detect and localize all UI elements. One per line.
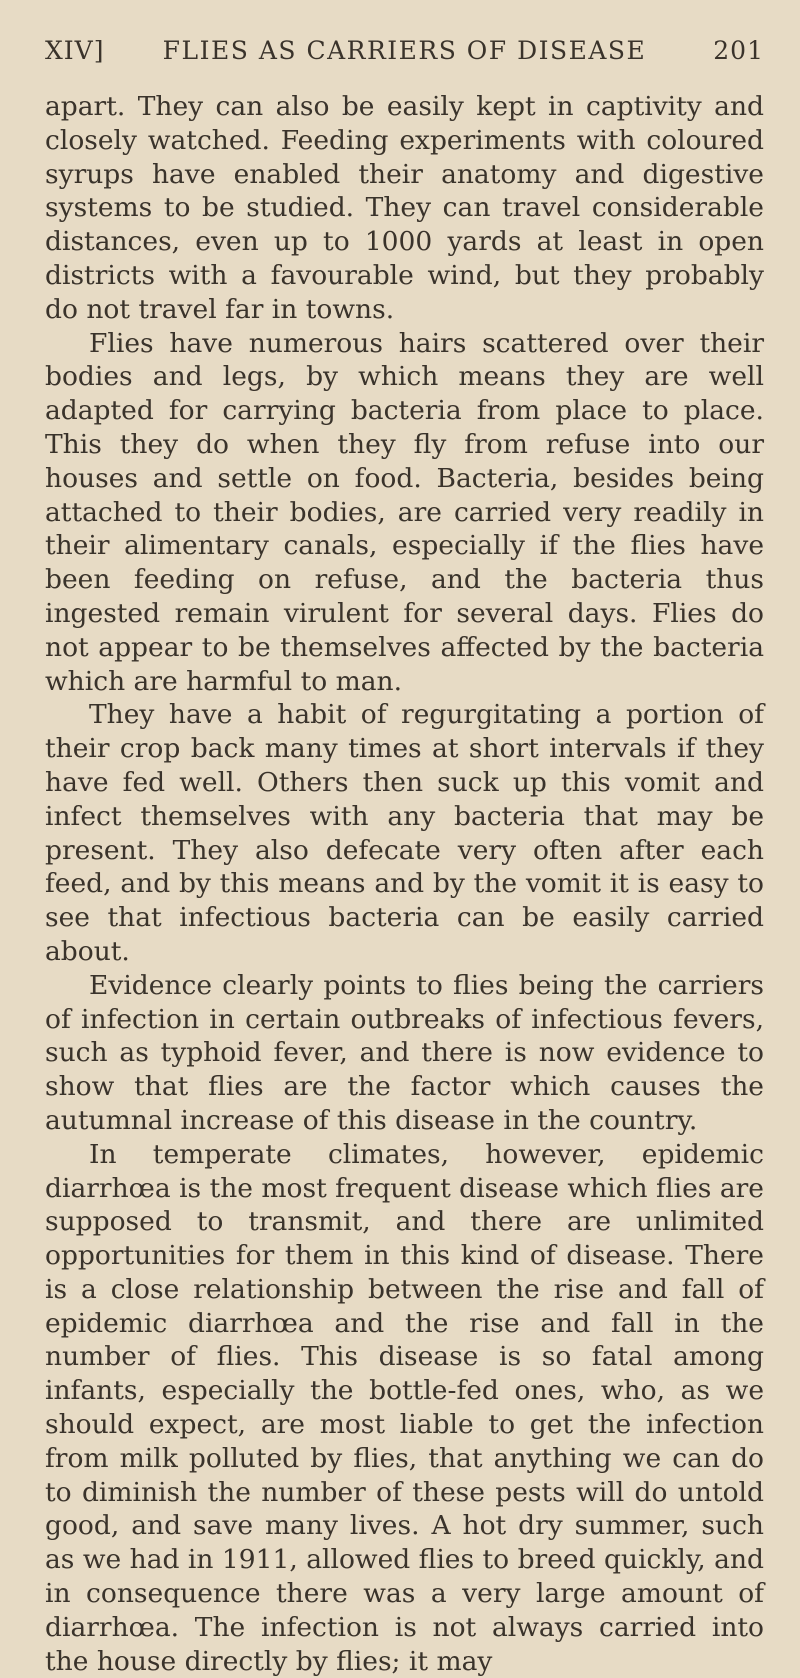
paragraph-5: In temperate climates, however, epidemic diarrhœa is the most frequent disease which flies are supposed to transmit, and there are unlimited opportunities for them in this kind of disease. There is a close relationship between the rise and fall of epidemic diarrhœa and the rise and fall in the number of flies. This disease is so fatal among infants, especially the bottle-fed ones, who, as we should expect, are most liable to get the infection from milk polluted by flies, that anything we can do to diminish the number of these pests will do untold good, and save many lives. A hot dry summer, such as we had in 1911, allowed flies to breed quickly, and in consequence there was a very large amount of diarrhœa. The infection is not always carried into the house directly by flies; it may — [45, 1138, 764, 1677]
running-title: FLIES AS CARRIERS OF DISEASE — [162, 36, 647, 65]
paragraph-1: apart. They can also be easily kept in captivity and closely watched. Feeding experiments with coloured syrups have enabled their anatomy and digestive systems to be studied. They can travel considerable distances, even up to 1000 yards at least in open districts with a favourable wind, but they probably do not travel far in towns. — [45, 91, 764, 325]
chapter-marker: XIV] — [45, 36, 105, 65]
page-number: 201 — [713, 36, 764, 65]
paragraph-3: They have a habit of regurgitating a portion of their crop back many times at short intervals if they have fed well. Others then suck up this vomit and infect themselves with any bacteria that may be present. They also defecate very often after each feed, and by this means and by the vomit it is easy to see that infectious bacteria can be easily carried about. — [45, 699, 764, 967]
running-head — [45, 36, 764, 76]
body-text — [45, 90, 764, 1678]
paragraph-4: Evidence clearly points to flies being the carriers of infection in certain outbreaks of infectious fevers, such as typhoid fever, and there is now evidence to show that flies are the factor which causes the autumnal increase of this disease in the country. — [45, 969, 764, 1136]
paragraph-2: Flies have numerous hairs scattered over their bodies and legs, by which means they are well adapted for carrying bacteria from place to place. This they do when they fly from refuse into our houses and settle on food. Bacteria, besides being attached to their bodies, are carried very readily in their alimentary canals, especially if the flies have been feeding on refuse, and the bacteria thus ingested remain virulent for several days. Flies do not appear to be themselves affected by the bacteria which are harmful to man. — [45, 327, 764, 697]
